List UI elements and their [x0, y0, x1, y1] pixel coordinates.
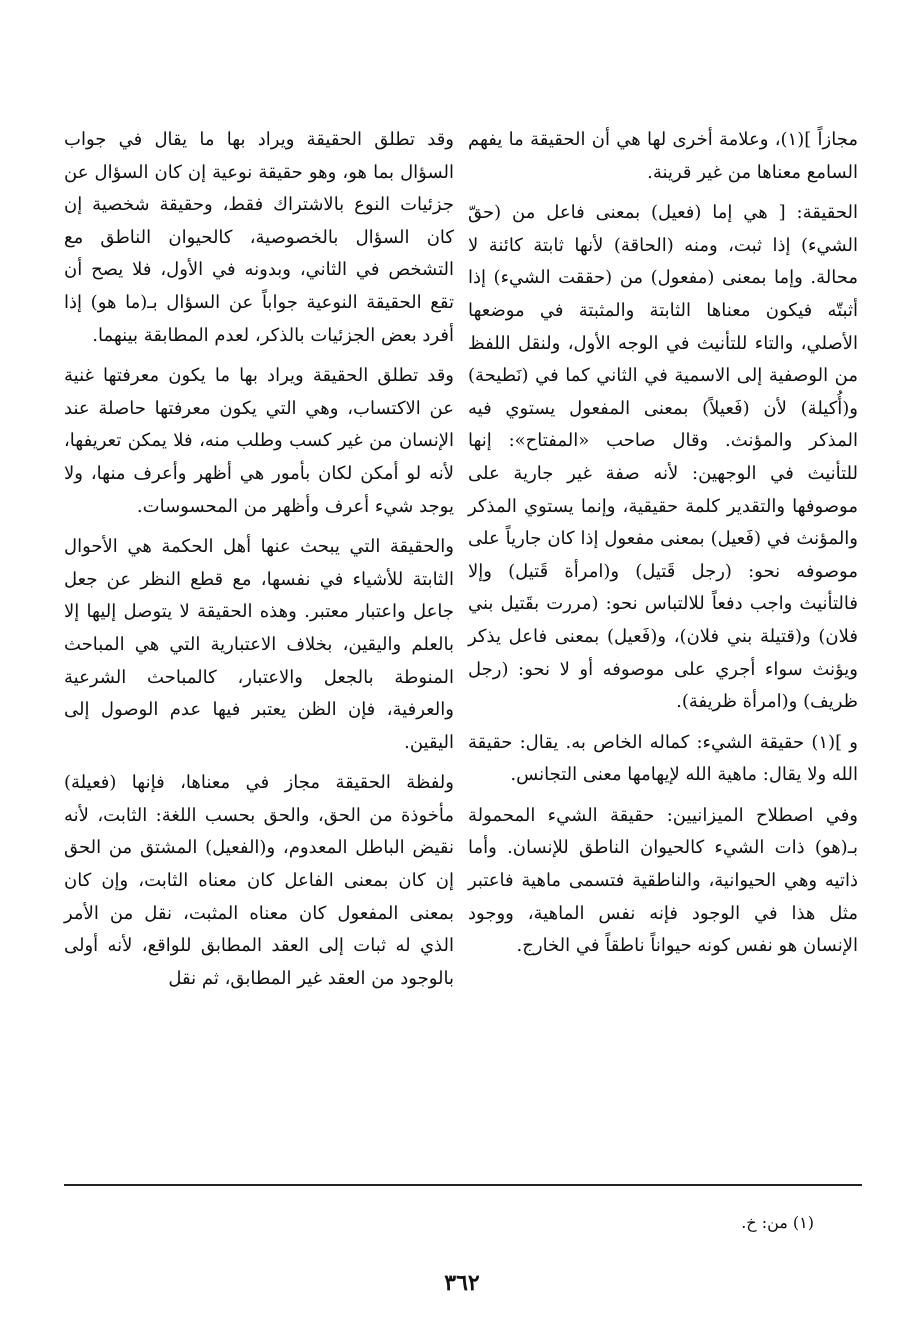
footnote-divider — [64, 1184, 862, 1186]
left-paragraph-3: والحقيقة التي يبحث عنها أهل الحكمة هي الأحوال الثابتة للأشياء في نفسها، مع قطع النظر عن جعل جاعل واعتبار معتبر. وهذه الحقيقة لا يتوصل إليها إلا بالعلم واليقين، بخلاف الاعتبارية التي هي المباحث المنوطة بالجعل والاعتبار، كالمباحث الشرعية والعرفية، فإن الظن يعتبر فيها عدم الوصول إلى اليقين. — [64, 536, 454, 753]
right-paragraph-2: الحقيقة: [ هي إما (فعيل) بمعنى فاعل من (حقّ الشيء) إذا ثبت، ومنه (الحاقة) لأنها ثابتة كائنة لا محالة. وإما بمعنى (مفعول) من (حققت الشيء) إذا أثبتّه فيكون معناها الثابتة والمثبتة في موضعها الأصلي، والتاء للتأنيث في الوجه الأول، ولنقل اللفظ من الوصفية إلى الاسمية في الثاني كما في (نَطيحة) و(أُكيلة) لأن (فَعيلاً) بمعنى المفعول يستوي فيه المذكر والمؤنث. وقال صاحب «المفتاح»: إنها للتأنيث في الوجهين: لأنه صفة غير جارية على موصوفها والتقدير كلمة حقيقية، وإنما يستوي المذكر والمؤنث في (فَعيل) بمعنى مفعول إذا كان جارياً على موصوفه نحو: (رجل قَتيل) و(امرأة قَتيل) وإلا فالتأنيث واجب دفعاً للالتباس نحو: (مررت بقَتيل بني فلان) و(قتيلة بني فلان)، و(فَعيل) بمعنى فاعل يذكر ويؤنث سواء أجري على موصوفه أو لا نحو: (رجل ظريف) و(امرأة ظريفة). — [468, 202, 858, 713]
page-number: ٣٦٢ — [444, 1270, 480, 1296]
right-paragraph-4: وفي اصطلاح الميزانيين: حقيقة الشيء المحمولة بـ(هو) ذات الشيء كالحيوان الناطق للإنسان. وأما ذاتيه وهي الحيوانية، والناطقية فتسمى ماهية فاعتبر مثل هذا في الوجود فإنه نفس الماهية، ووجود الإنسان هو نفس كونه حيواناً ناطقاً في الخارج. — [468, 804, 858, 957]
left-text-column — [64, 124, 454, 995]
right-paragraph-3: و ](١) حقيقة الشيء: كماله الخاص به. يقال: حقيقة الله ولا يقال: ماهية الله لإيهامها معنى التجانس. — [468, 731, 858, 786]
left-paragraph-1: وقد تطلق الحقيقة ويراد بها ما يقال في جواب السؤال بما هو، وهو حقيقة نوعية إن كان السؤال عن جزئيات النوع بالاشتراك فقط، وحقيقة شخصية إن كان السؤال بالخصوصية، كالحيوان الناطق مع التشخص في الثاني، وبدونه في الأول، فلا يصح أن تقع الحقيقة النوعية جواباً عن السؤال بـ(ما هو) إذا أفرد بعض الجزئيات بالذكر، لعدم المطابقة بينهما. — [64, 129, 454, 346]
footnote: (١) من: خ. — [741, 1213, 814, 1232]
right-text-column — [468, 124, 858, 963]
left-paragraph-4: ولفظة الحقيقة مجاز في معناها، فإنها (فعيلة) مأخوذة من الحق، والحق بحسب اللغة: الثابت، لأنه نقيض الباطل المعدوم، و(الفعيل) المشتق من الحق إن كان بمعنى الفاعل كان معناه الثابت، وإن كان بمعنى المفعول كان معناه المثبت، نقل من الأمر الذي له ثبات إلى العقد المطابق للواقع، لأنه أولى بالوجود من العقد غير المطابق، ثم نقل — [64, 772, 454, 989]
left-paragraph-2: وقد تطلق الحقيقة ويراد بها ما يكون معرفتها غنية عن الاكتساب، وهي التي يكون معرفتها حاصلة عند الإنسان من غير كسب وطلب منه، فلا يمكن تعريفها، لأنه لو أمكن لكان بأمور هي أظهر وأعرف منها، ولا يوجد شيء أعرف وأظهر من المحسوسات. — [64, 365, 454, 517]
right-paragraph-1: مجازاً ](١)، وعلامة أخرى لها هي أن الحقيقة ما يفهم السامع معناها من غير قرينة. — [468, 129, 858, 183]
